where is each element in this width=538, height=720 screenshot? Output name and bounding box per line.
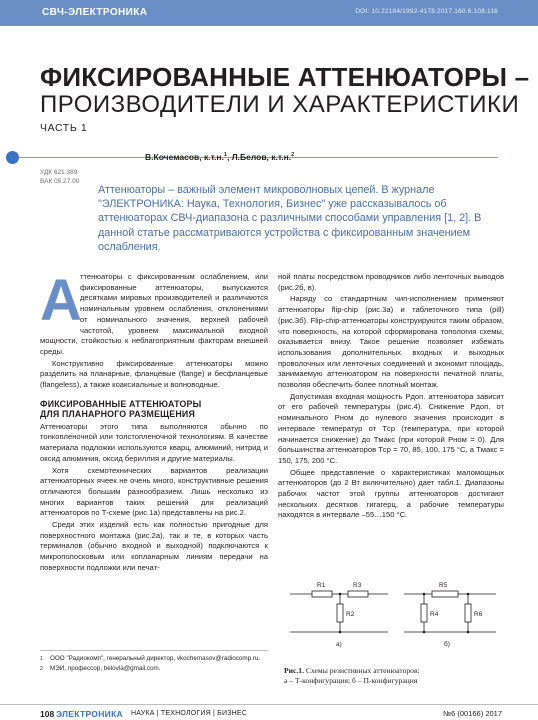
- label-a: а): [336, 641, 342, 648]
- resistor-r2: [337, 604, 343, 622]
- author-1: В.Кочемасов, к.т.н.: [145, 152, 224, 162]
- authors: В.Кочемасов, к.т.н.$^1$, Л.Белов, к.т.н.$^2$: [145, 152, 295, 162]
- section-heading-line1: ФИКСИРОВАННЫЕ АТТЕНЮАТОРЫ: [40, 398, 202, 409]
- issue-number: №6 (00166) 2017: [443, 709, 502, 718]
- section-heading: [40, 399, 268, 420]
- node-dot: [339, 593, 342, 596]
- paragraph: Аттенюаторы этого типа выполняются обычно по тонкопленочной или толстопленочной технологиям. В качестве материала подложки используются кварц, алюминий, нитрид и оксид алюминия, оксид бериллия и другие материалы.: [40, 421, 268, 463]
- node-dot: [467, 631, 470, 634]
- intro-text: ттенюаторы с фиксированным ослаблением, или фиксированные аттенюаторы, выпускаются десятками мировых производителей и различаются номинальным уровнем ослабления, отклонениями от номинального значения, верхней рабочей частотой, уровнем максимальной входной мощности, стойкостью к неблагоприятным факторам внешней среды.: [40, 272, 268, 356]
- intro-paragraph: [40, 268, 268, 358]
- label-r1: R1: [317, 582, 326, 589]
- footnote-number: 2: [40, 666, 43, 672]
- attenuator-schematic-figure: [284, 574, 502, 650]
- caption-subtext: а – Т-конфигурация; б – П-конфигурация: [284, 676, 418, 685]
- resistor-r1: [312, 591, 332, 597]
- paragraph: Хотя схемотехнических вариантов реализации аттенюаторных ячеек не очень много, конструктивные решения отличаются большим разнообразием. Лишь несколько из многих вариантов таких решений для реализаций аттенюаторов по Т-схеме (рис.1а) представлены на рис.2.: [40, 465, 268, 518]
- right-column: [278, 272, 504, 522]
- node-dot: [467, 593, 470, 596]
- label-r3: R3: [353, 582, 362, 589]
- label-r5: R5: [439, 582, 448, 589]
- caption-text: Схемы резистивных аттенюаторов:: [303, 666, 420, 675]
- doi-label: DOI: 10.22184/1992-4178.2017.160.6.108.116: [355, 8, 498, 15]
- resistor-r3: [348, 591, 368, 597]
- paragraph: Наряду со стандартным чип-исполнением применяют аттенюаторы flip-chip (рис.3а) и таблеточного типа (pill) (рис.3б). Flip-chip-аттенюаторы конструируются таким образом, что поверхность, на которой сформирована топология схемы, оказывается внизу. Такое решение позволяет избежать использования дополнительных входных и выходных проволочных или ленточных соединений и экономит площадь, занимаемую аттенюатором на поверхности печатной платы, позволяя обеспечить более плотный монтаж.: [278, 294, 504, 390]
- article-title-line2: ПРОИЗВОДИТЕЛИ И ХАРАКТЕРИСТИКИ: [40, 91, 520, 118]
- journal-name: ЭЛЕКТРОНИКА: [56, 709, 123, 719]
- abstract: Аттенюаторы – важный элемент микроволновых цепей. В журнале "ЭЛЕКТРОНИКА: Наука, Технология, Бизнес" уже рассказывалось об аттенюаторах СВЧ-диапазона с различными способами управления [1, 2]. В данной статье рассматриваются устройства с фиксированным значением ослабления.: [98, 184, 482, 253]
- left-column: [40, 268, 268, 575]
- udk-code: УДК 621.389: [40, 169, 78, 176]
- article-title-line1: ФИКСИРОВАННЫЕ АТТЕНЮАТОРЫ –: [40, 62, 530, 92]
- caption-number: Рис.1.: [284, 666, 304, 675]
- section-label: СВЧ-ЭЛЕКТРОНИКА: [42, 7, 148, 18]
- paragraph: Общее представление о характеристиках маломощных аттенюаторов (до 2 Вт включительно) дает табл.1. Диапазоны рабочих частот этой группы аттенюаторов достигают нескольких десятков гигагерц, а рабочие температуры находятся в интервале –55…150 °С.: [278, 467, 504, 520]
- vak-code: ВАК 05.27.00: [40, 178, 80, 185]
- footer-rule: [0, 704, 538, 705]
- footnote-number: 1: [40, 656, 43, 662]
- resistor-r6: [465, 604, 471, 622]
- label-r6: R6: [474, 611, 483, 618]
- author-2-sup: 2: [291, 152, 295, 159]
- header-bar: [0, 0, 538, 26]
- udk-block: [40, 168, 79, 186]
- node-dot: [423, 593, 426, 596]
- label-r2: R2: [346, 611, 355, 618]
- footnote-item: [40, 664, 268, 674]
- author-2: Л.Белов, к.т.н.: [231, 152, 292, 162]
- node-dot: [339, 631, 342, 634]
- paragraph: Среди этих изделий есть как полностью пригодные для поверхностного монтажа (рис.2а), так и те, в которых часть терминалов (обычно входной и выходной) подключаются к микрополосковым или копланарным линиям передачи на поверхности подложки или печат-: [40, 520, 268, 572]
- page-number: 108: [40, 709, 55, 719]
- label-b: б): [444, 641, 450, 648]
- node-dot: [423, 631, 426, 634]
- author-1-sup: 1: [223, 152, 227, 159]
- paragraph: Допустимая входная мощность Pдоп. аттенюатора зависит от его рабочей температуры (рис.4). Снижение Pдоп. от номинального Pном до нулевого значения происходит в интервале температур от Tср (температура, при которой начинается снижение) до Tмакс (при которой Pном = 0). Для большинства аттенюаторов Tср = 70, 85, 100, 175 °С, а Tмакс = 150, 175, 200 °С.: [278, 391, 504, 465]
- footnote-text: МЭИ, профессор, belovla@gmail.com.: [50, 665, 161, 672]
- author-rule-dot: [6, 151, 19, 164]
- footnote-text: ООО "Радиокомп", генеральный директор, vkochemasov@radiocomp.ru.: [50, 655, 261, 662]
- paragraph: Конструктивно фиксированные аттенюаторы можно разделить на планарные, фланцевые (flange) и бесфланцевые (flangeless), а также коаксиальные и волноводные.: [40, 358, 268, 390]
- footnote-item: [40, 654, 268, 664]
- paragraph: ной платы посредством проводников либо ленточных выводов (рис.2б, в).: [278, 272, 504, 292]
- label-r4: R4: [430, 611, 439, 618]
- resistor-r4: [421, 604, 427, 622]
- article-part: ЧАСТЬ 1: [40, 122, 88, 134]
- footnotes: [40, 654, 268, 674]
- figure-caption: [284, 666, 504, 686]
- section-heading-line2: ДЛЯ ПЛАНАРНОГО РАЗМЕЩЕНИЯ: [40, 409, 195, 420]
- footnote-rule: [40, 650, 268, 651]
- journal-subtitle: НАУКА | ТЕХНОЛОГИЯ | БИЗНЕС: [131, 710, 248, 717]
- resistor-r5: [432, 591, 458, 597]
- drop-cap: А: [40, 268, 82, 333]
